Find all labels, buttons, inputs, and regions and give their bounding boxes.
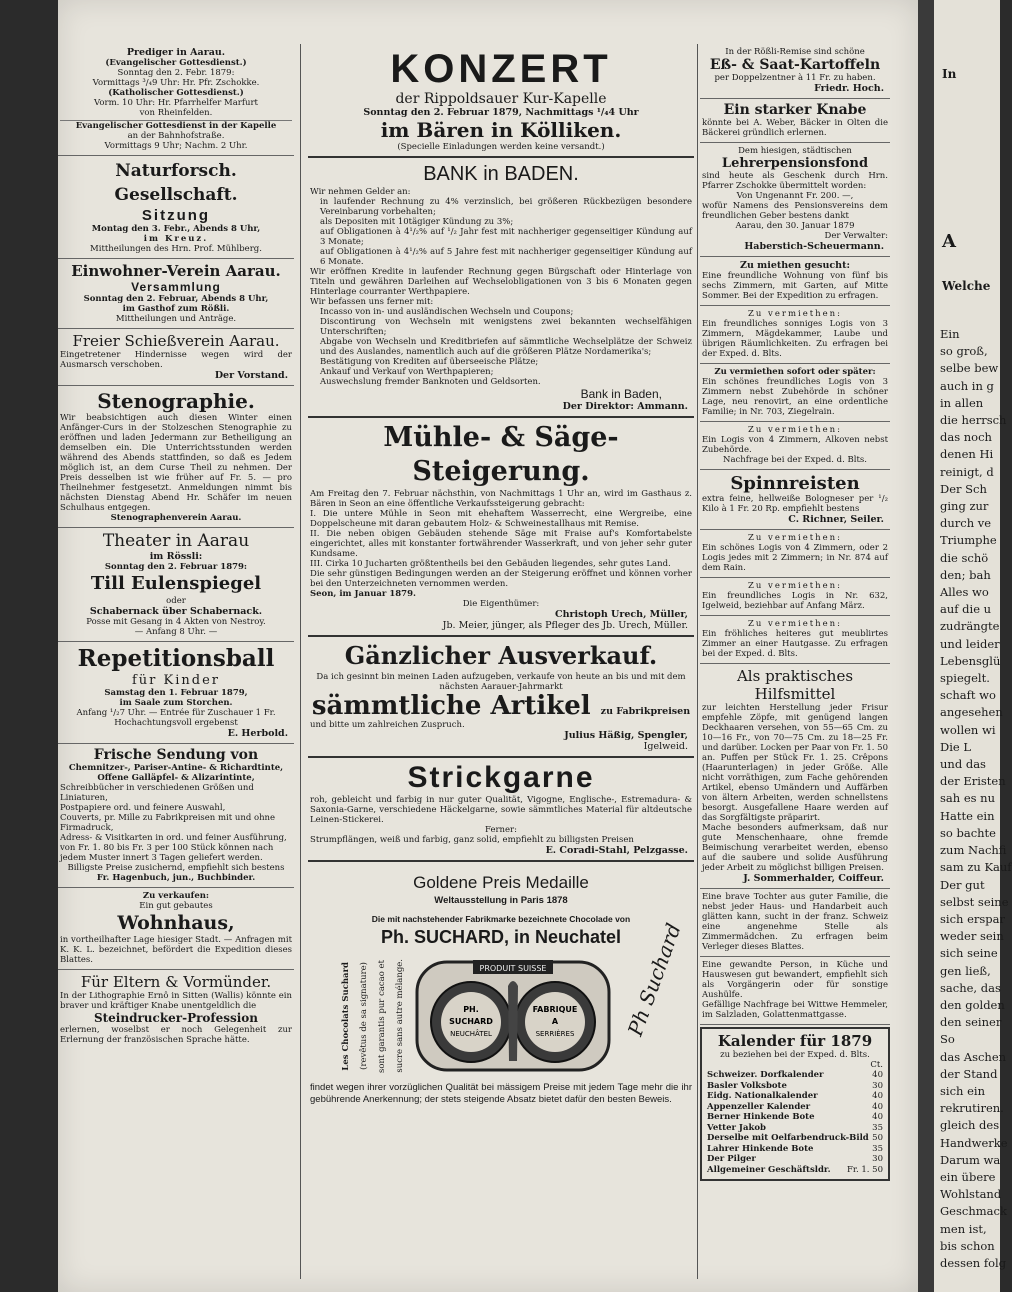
- konzert-title: KONZERT: [390, 47, 612, 91]
- logo-right-1: FABRIQUE: [532, 1005, 578, 1014]
- ad-suchard: [308, 862, 694, 1110]
- right-text-line: selbst seine: [940, 894, 1009, 909]
- right-text-line: Ein: [940, 327, 960, 341]
- ad-vermiethen-6: [700, 616, 890, 664]
- logo-right-2: A: [551, 1017, 559, 1026]
- ad-vermiethen-5: [700, 578, 890, 616]
- prediger-date: Sonntag den 2. Febr. 1879:: [117, 68, 235, 78]
- ball-greet: Hochachtungsvoll ergebenst: [114, 718, 238, 728]
- theater-place: im Rössli:: [149, 551, 203, 562]
- logo-top-text: PRODUIT SUISSE: [479, 964, 547, 973]
- sendung-items: Chemnitzer-, Pariser-Antine- & Richardtinte, Offene Galläpfel- & Alizarintinte,: [68, 763, 284, 783]
- right-text-line: schaft wo: [940, 688, 996, 703]
- konzert-place: im Bären in Kölliken.: [380, 118, 622, 142]
- ausverkauf-text: Da ich gesinnt bin meinen Laden aufzugeben, verkaufe von heute an bis und mit dem nächsten Aarauer-Jahrmarkt: [316, 672, 686, 692]
- lehrer-title: Lehrerpensionsfond: [721, 156, 869, 171]
- suchard-name: Ph. SUCHARD, in Neuchatel: [380, 927, 622, 947]
- bank-line: Incasso von in- und ausländischen Wechseln und Coupons;: [320, 307, 574, 317]
- kalender-price: 40: [872, 1112, 883, 1122]
- right-text-line: das Aschen: [940, 1049, 1007, 1064]
- bank-intro: Wir nehmen Gelder an:: [310, 187, 411, 197]
- schiess-sig: Der Vorstand.: [214, 370, 288, 381]
- kalender-row: [704, 1123, 886, 1134]
- right-text-line: men ist,: [940, 1221, 987, 1236]
- column-left: [58, 44, 294, 1049]
- verm1-title: Zu vermiethen:: [747, 309, 843, 319]
- right-text-line: Der Sch: [940, 481, 987, 496]
- prediger-title: Prediger in Aarau.: [126, 47, 226, 58]
- sendung-schreib: Schreibbücher in verschiedenen Größen und Liniaturen,: [60, 783, 254, 803]
- right-text-line: selbe bew: [940, 361, 999, 376]
- suchard-intro: Die mit nachstehender Fabrikmarke bezeichnete Chocolade von: [371, 914, 631, 924]
- person-text: Eine gewandte Person, in Küche und Hauswesen gut bewandert, empfiehlt sich als Vorgängerin oder für sonstige Aushülfe.: [702, 960, 888, 1000]
- lehrer-amount: Von Ungenannt Fr. 200. —,: [736, 191, 854, 201]
- kalender-row: [704, 1165, 886, 1176]
- ad-einwohner: [58, 259, 294, 329]
- muehle-date: Seon, im Januar 1879.: [310, 589, 416, 599]
- muehle-sig2: Jb. Meier, jünger, als Pfleger des Jb. Urech, Müller.: [442, 620, 688, 631]
- right-frag-2: A: [942, 231, 956, 252]
- wohnhaus-text: in vortheilhafter Lage hiesiger Stadt. — Anfragen mit K. K. L. bezeichnet, befördert die Expedition dieses Blattes.: [60, 935, 292, 965]
- right-text-line: sich erspar: [940, 911, 1006, 926]
- eltern-text: In der Lithographie Ernô in Sitten (Wallis) könnte ein braver und kräftiger Knabe unentgeldlich die: [60, 991, 292, 1011]
- konzert-note: (Specielle Einladungen werden keine versandt.): [397, 142, 605, 152]
- knabe-title: Ein starker Knabe: [723, 102, 867, 118]
- schiess-text: Eingetretener Hindernisse wegen wird der Ausmarsch verschoben.: [60, 350, 292, 370]
- prediger-morning: Vormittags ³/₄9 Uhr: Hr. Pfr. Zschokke.: [92, 78, 260, 88]
- ad-schiessverein: [58, 329, 294, 386]
- ausverkauf-sig2: Igelweid.: [643, 741, 688, 752]
- sendung-sig: Fr. Hagenbuch, jun., Buchbinder.: [96, 873, 256, 883]
- right-text-line: den golden: [940, 997, 1005, 1012]
- right-text-line: der Eristen: [940, 774, 1006, 789]
- strick-text2: Strumpflängen, weiß und farbig, ganz solid, empfiehlt zu billigsten Preisen: [310, 835, 634, 845]
- kalender-row: [704, 1144, 886, 1155]
- eltern-text2: erlernen, woselbst er noch Gelegenheit zur Erlernung der französischen Sprache hätte.: [60, 1025, 292, 1045]
- naturforsch-sub: Sitzung: [141, 207, 211, 224]
- kalender-row: [704, 1102, 886, 1113]
- kalender-sub: zu beziehen bei der Exped. d. Blts.: [720, 1050, 870, 1060]
- verm3-text: Ein Logis von 4 Zimmern, Alkoven nebst Zubehörde.: [702, 435, 888, 455]
- right-text-line: sache, das: [940, 980, 1001, 995]
- prediger-ev: (Evangelischer Gottesdienst.): [105, 58, 247, 68]
- ad-konzert: [308, 44, 694, 158]
- right-text-line: so bachte: [940, 825, 996, 840]
- right-text-line: sam zu Kauf: [940, 860, 1012, 875]
- suchard-side4: sucre sans autre mélange.: [395, 959, 405, 1073]
- ausverkauf-line: [310, 692, 692, 720]
- right-text-line: Geschmack: [940, 1204, 1007, 1219]
- right-text-line: So: [940, 1032, 955, 1047]
- ausverkauf-title: Gänzlicher Ausverkauf.: [344, 641, 658, 670]
- right-text-line: wollen wi: [940, 722, 996, 737]
- theater-info: Posse mit Gesang in 4 Akten von Nestroy.: [86, 617, 266, 627]
- right-text-line: der Stand: [940, 1066, 998, 1081]
- bank-line: Ankauf und Verkauf von Werthpapieren;: [320, 367, 494, 377]
- muehle-item: I. Die untere Mühle in Seon mit ehehaftem Wasserrecht, eine Wergreibe, eine Doppelscheune mit daran gebautem Holz- & Schweinestallhaus mit Remise.: [310, 509, 692, 529]
- kalender-name: Eidg. Nationalkalender: [707, 1091, 818, 1101]
- right-text-line: und leider: [940, 636, 1000, 651]
- right-frag-3: Welche: [942, 279, 991, 293]
- verm5-title: Zu vermiethen:: [747, 581, 843, 591]
- miethen-title: Zu miethen gesucht:: [740, 260, 850, 271]
- ball-sig: E. Herbold.: [227, 728, 288, 739]
- suchard-side3: sont garantis pur cacao et: [377, 959, 387, 1073]
- ad-wohnhaus: [58, 888, 294, 970]
- right-frag-1: In: [942, 67, 957, 81]
- prediger-kapelle: Evangelischer Gottesdienst in der Kapelle: [60, 120, 292, 131]
- ad-muehle: [308, 418, 694, 637]
- right-text-line: bis schon: [940, 1238, 995, 1253]
- right-text-line: Wohlstand: [940, 1187, 1002, 1202]
- bank-line: auf Obligationen à 4¹/₂% auf 5 Jahre fest mit nachheriger gegenseitiger Kündung auf 6 Monate.: [320, 247, 692, 267]
- ad-repetitionsball: [58, 642, 294, 744]
- lehrer-text2: wofür Namens des Pensionsvereins dem freundlichen Geber bestens dankt: [702, 201, 888, 221]
- kalender-price: 30: [872, 1080, 883, 1091]
- lehrer-text: sind heute als Geschenk durch Hrn. Pfarrer Zschokke übermittelt worden:: [702, 171, 888, 191]
- wohnhaus-pre2: Ein gut gebautes: [139, 901, 213, 911]
- right-text-line: Die L: [940, 739, 971, 754]
- right-text-line: sich seine: [940, 946, 998, 961]
- kalender-name: Schweizer. Dorfkalender: [707, 1070, 824, 1080]
- kalender-name: Berner Hinkende Bote: [707, 1112, 815, 1122]
- tochter-text: Eine brave Tochter aus guter Familie, die nebst jeder Haus- und Handarbeit auch glätten kann, sucht in der franz. Schweiz eine angenehme Stelle als Zimmermädchen. Zu erfragen beim Verleger dieses Blattes.: [702, 892, 888, 952]
- kalender-row: [704, 1154, 886, 1165]
- ad-tochter: [700, 889, 890, 957]
- right-text-line: zudrängte: [940, 619, 1000, 634]
- right-text-line: sah es nu: [940, 791, 995, 806]
- kalender-price: 30: [872, 1154, 883, 1164]
- right-text-line: Darum wa: [940, 1152, 1001, 1167]
- ad-bank-baden: [308, 158, 694, 418]
- ball-sub: für Kinder: [131, 673, 220, 688]
- bank-line: Bestätigung von Krediten auf überseeische Plätze;: [320, 357, 539, 367]
- lehrer-pre: Dem hiesigen, städtischen: [738, 146, 852, 156]
- prediger-kapelle-place: an der Bahnhofstraße.: [127, 131, 225, 141]
- kalender-name: Appenzeller Kalender: [707, 1101, 811, 1112]
- einwohner-info: Mittheilungen und Anträge.: [115, 314, 237, 324]
- suchard-sub: Weltausstellung in Paris 1878: [434, 895, 568, 906]
- ausverkauf-tail: zu Fabrikpreisen: [600, 706, 691, 717]
- spinn-title: Spinnreisten: [730, 473, 860, 494]
- kartoffel-title: Eß- & Saat-Kartoffeln: [709, 57, 881, 73]
- muehle-end: Die sehr günstigen Bedingungen werden an der Steigerung eröffnet und können vorher bei den Unterzeichneten vernommen werden.: [310, 569, 692, 589]
- right-text-line: die schö: [940, 550, 989, 565]
- kalender-row: [704, 1070, 886, 1081]
- spinn-sig: C. Richner, Seiler.: [788, 514, 884, 525]
- ad-person: [700, 957, 890, 1025]
- verm4-text: Ein schönes Logis von 4 Zimmern, oder 2 Logis jedes mit 2 Zimmern; in Nr. 874 auf dem Rain.: [702, 543, 888, 573]
- kalender-name: Der Pilger: [707, 1154, 756, 1164]
- bank-line: als Depositen mit 10tägiger Kündung zu 3%;: [320, 217, 514, 227]
- theater-date: Sonntag den 2. Februar 1879:: [104, 562, 248, 572]
- ball-info: Anfang ¹/₂7 Uhr. — Entrée für Zuschauer 1 Fr.: [76, 708, 276, 718]
- right-text-line: das noch: [940, 430, 992, 445]
- right-text-line: reinigt, d: [940, 464, 994, 479]
- right-text-line: auch in g: [940, 378, 994, 393]
- muehle-item: III. Cirka 10 Jucharten größtentheils bei den Gebäuden liegendes, sehr gutes Land.: [310, 559, 671, 569]
- logo-left-3: NEUCHÂTEL: [450, 1030, 492, 1038]
- eltern-title: Für Eltern & Vormünder.: [80, 973, 272, 991]
- kalender-row: [704, 1081, 886, 1092]
- verm6-title: Zu vermiethen:: [747, 619, 843, 629]
- ausverkauf-sig1: Julius Häßig, Spengler,: [564, 730, 688, 741]
- verm5-text: Ein freundliches Logis in Nr. 632, Igelweid, beziehbar auf Anfang März.: [702, 591, 888, 611]
- verm3-title: Zu vermiethen:: [747, 425, 843, 435]
- ad-vermiethen-4: [700, 530, 890, 578]
- verm2-title: Zu vermiethen sofort oder später:: [714, 367, 876, 377]
- right-text-line: Triumphe: [940, 533, 997, 548]
- naturforsch-title: Naturforsch. Gesellschaft.: [114, 161, 238, 205]
- logo-right-3: SERRIÈRES: [535, 1030, 575, 1038]
- ad-vermiethen-2: [700, 364, 890, 422]
- suchard-side2: (revêtus de sa signature): [359, 962, 369, 1070]
- right-text-line: ging zur: [940, 499, 989, 514]
- kalender-name: Vetter Jakob: [707, 1122, 766, 1133]
- lehrer-role: Der Verwalter:: [824, 231, 888, 241]
- suchard-title: Goldene Preis Medaille: [413, 873, 589, 892]
- bank-line: auf Obligationen à 4¹/₂% auf ¹/₂ Jahr fest mit nachheriger gegenseitiger Kündung auf 3 Monate;: [320, 227, 692, 247]
- bank-line: in laufender Rechnung zu 4% verzinslich, bei größeren Rückbezügen besondere Vereinbarung vorbehalten;: [320, 197, 692, 217]
- bank-sig1: Bank in Baden,: [580, 387, 662, 401]
- ausverkauf-text2: und bitte um zahlreichen Zuspruch.: [310, 720, 465, 730]
- ad-kalender: [700, 1027, 890, 1181]
- ad-knabe: [700, 99, 890, 143]
- kalender-price: 35: [872, 1122, 883, 1133]
- theater-play: Till Eulenspiegel: [90, 573, 262, 594]
- naturforsch-info: Mittheilungen des Hrn. Prof. Mühlberg.: [90, 244, 262, 254]
- right-text-lines: [940, 326, 1012, 1272]
- prediger-kapelle-time: Vormittags 9 Uhr; Nachm. 2 Uhr.: [104, 141, 248, 151]
- ad-miethen: [700, 257, 890, 306]
- suchard-side1: Les Chocolats Suchard: [341, 961, 351, 1071]
- suchard-signature: Ph Suchard: [622, 920, 686, 1039]
- right-text-line: weder sein: [940, 929, 1004, 944]
- ad-prediger: [58, 44, 294, 156]
- right-text-line: so groß,: [940, 344, 988, 359]
- kartoffel-pre: In der Rößli-Remise sind schöne: [725, 47, 865, 57]
- prediger-kath-time: Vorm. 10 Uhr: Hr. Pfarrhelfer Marfurt: [94, 98, 258, 108]
- ad-spinnreisten: [700, 470, 890, 530]
- strick-text: roh, gebleicht und farbig in nur guter Qualität, Vigogne, Englische-, Estremadura- & Saxonia-Garne, verschiedene Häckelgarne, sowie sämmtliches Material für altdeutsche Leinen-Stickerei.: [310, 795, 692, 825]
- ad-naturforsch: [58, 156, 294, 259]
- kalender-name: Basler Volksbote: [707, 1080, 787, 1091]
- naturforsch-date: Montag den 3. Febr., Abends 8 Uhr,: [91, 224, 261, 234]
- steno-sig: Stenographenverein Aarau.: [110, 513, 242, 523]
- ausverkauf-big: sämmtliche Artikel: [311, 691, 591, 721]
- sendung-end: Billigste Preise zusichernd, empfiehlt sich bestens: [67, 863, 285, 873]
- right-text-line: ein übere: [940, 1169, 996, 1184]
- right-text-line: denen Hi: [940, 447, 994, 462]
- ad-strickgarne: [308, 758, 694, 862]
- kalender-name: Allgemeiner Geschäftsldr.: [707, 1164, 831, 1175]
- einwohner-date: Sonntag den 2. Februar, Abends 8 Uhr,: [83, 294, 269, 304]
- hilfsmittel-sig: J. Sommerhalder, Coiffeur.: [743, 873, 884, 884]
- ad-vermiethen-1: [700, 306, 890, 364]
- ball-place: im Saale zum Storchen.: [119, 698, 233, 708]
- theater-oder: oder: [166, 596, 186, 606]
- kalender-price: 40: [872, 1070, 883, 1080]
- muehle-text: Am Freitag den 7. Februar nächsthin, von Nachmittags 1 Uhr an, wird im Gasthaus z. Bären in Seon an eine öffentliche Verkaufssteigerung gebracht:: [310, 489, 692, 509]
- verm3-text2: Nachfrage bei der Exped. d. Blts.: [723, 455, 867, 465]
- strick-ferner: Ferner:: [485, 825, 517, 835]
- logo-left-2: SUCHARD: [449, 1017, 493, 1026]
- logo-left-1: PH.: [463, 1005, 479, 1014]
- verm1-text: Ein freundliches sonniges Logis von 3 Zimmern, Mägdekammer, Laube und übrigen Räumlichkeiten. Zu erfragen bei der Exped. d. Blts.: [702, 319, 888, 359]
- hilfsmittel-title: Als praktisches Hilfsmittel: [736, 667, 854, 703]
- kalender-price: Fr. 1. 50: [846, 1164, 883, 1175]
- suchard-text: findet wegen ihrer vorzüglichen Qualität bei mässigem Preise mit jedem Tage mehr die ihr gebührende Anerkennung; der stets steigende Absatz bietet dafür den besten Beweis.: [310, 1082, 692, 1105]
- right-text-line: durch ve: [940, 516, 992, 531]
- bank-line: Discontirung von Wechseln mit wenigstens zwei bekannten wechselfähigen Unterschriften;: [320, 317, 692, 337]
- lehrer-sig: Haberstich-Scheuermann.: [744, 241, 884, 252]
- prediger-kath: (Katholischer Gottesdienst.): [108, 88, 244, 98]
- wohnhaus-pre: Zu verkaufen:: [142, 891, 210, 901]
- right-text-line: den seiner: [940, 1015, 1002, 1030]
- kartoffel-text: per Doppelzentner à 11 Fr. zu haben.: [714, 73, 876, 83]
- right-text-line: angesehen: [940, 705, 1003, 720]
- right-text-line: den; bah: [940, 567, 991, 582]
- kalender-name: Lahrer Hinkende Bote: [707, 1143, 814, 1154]
- ad-vermiethen-3: [700, 422, 890, 470]
- muehle-title: Mühle- & Säge-Steigerung.: [383, 422, 619, 487]
- kalender-title: Kalender für 1879: [717, 1032, 873, 1050]
- sendung-couverts: Couverts, pr. Mille zu Fabrikpreisen mit und ohne Firmadruck,: [60, 813, 276, 833]
- kalender-row: [704, 1091, 886, 1102]
- right-text-line: und das: [940, 757, 986, 772]
- column-right: [700, 44, 890, 1181]
- kalender-row: [704, 1133, 886, 1144]
- kalender-list: [704, 1070, 886, 1175]
- wohnhaus-title: Wohnhaus,: [117, 912, 235, 934]
- kalender-row: [704, 1112, 886, 1123]
- column-rule: [300, 44, 301, 1279]
- kalender-name: Derselbe mit Oelfarbendruck-Bild: [707, 1133, 869, 1143]
- ball-title: Repetitionsball: [77, 645, 275, 672]
- bank-line: Wir eröffnen Kredite in laufender Rechnung gegen Bürgschaft oder Hinterlage von Titeln und gewähren Darleihen auf Wechselobligationen von 3 bis 6 Monaten gegen Hinterlage courranter Werthpapiere.: [310, 267, 692, 297]
- einwohner-sub: Versammlung: [131, 280, 221, 294]
- binding-gutter: [918, 0, 934, 1292]
- prediger-kath-place: von Rheinfelden.: [139, 108, 213, 118]
- verm4-title: Zu vermiethen:: [747, 533, 843, 543]
- column-rule: [697, 44, 698, 1279]
- kartoffel-sig: Friedr. Hoch.: [814, 83, 884, 94]
- schiess-title: Freier Schießverein Aarau.: [72, 332, 280, 350]
- verm6-text: Ein fröhliches heiteres gut meublirtes Zimmer an einer Hautgasse. Zu erfragen bei der Exped. d. Blts.: [702, 629, 888, 659]
- ball-date: Samstag den 1. Februar 1879,: [104, 688, 248, 698]
- bank-line: Auswechslung fremder Banknoten und Geldsorten.: [320, 377, 541, 387]
- bank-line: Wir befassen uns ferner mit:: [310, 297, 434, 307]
- adjacent-page-fragment: [934, 0, 1012, 1292]
- kalender-unit: Ct.: [870, 1060, 883, 1070]
- right-text-line: auf die u: [940, 602, 992, 617]
- verm2-text: Ein schönes freundliches Logis von 3 Zimmern nebst Zubehörde in schöner Lage, neu renovirt, an eine ordentliche Familie; in Nr. 703, Ziegelrain.: [702, 377, 888, 417]
- muehle-sig1: Christoph Urech, Müller,: [555, 609, 688, 620]
- ad-theater: [58, 528, 294, 642]
- ad-hilfsmittel: [700, 664, 890, 889]
- muehle-item: II. Die neben obigen Gebäuden stehende Säge mit Fraise auf's Komfortabelste eingerichtet, alles mit konstanter fortwährender Wasserkraft, und von jeher sehr guter Kundsame.: [310, 529, 692, 559]
- right-text-line: dessen folg: [940, 1255, 1007, 1270]
- suchard-trademark-logo: [413, 956, 613, 1076]
- right-text-line: zum Nachfi: [940, 843, 1007, 858]
- right-text-line: in allen: [940, 395, 984, 410]
- konzert-date: Sonntag den 2. Februar 1879, Nachmittags ¹/₄4 Uhr: [363, 107, 639, 118]
- right-text-line: gen ließ,: [940, 963, 991, 978]
- ad-eltern: [58, 970, 294, 1049]
- bank-sig2: Der Direktor: Ammann.: [562, 401, 688, 412]
- ad-sendung: [58, 744, 294, 888]
- naturforsch-place: im Kreuz.: [143, 234, 209, 244]
- knabe-text: könnte bei A. Weber, Bäcker in Olten die Bäckerei gründlich erlernen.: [702, 118, 888, 138]
- theater-title: Theater in Aarau: [102, 531, 250, 551]
- right-text-line: Lebensglü: [940, 653, 1001, 668]
- ad-stenographie: [58, 386, 294, 528]
- sendung-karten: Adress- & Visitkarten in ord. und feiner Ausführung, von Fr. 1. 80 bis Fr. 3 per 100 Stück können nach jedem Muster innert 3 Tagen geliefert werden.: [60, 833, 287, 863]
- right-text-line: sich ein: [940, 1083, 985, 1098]
- bank-title: BANK in BADEN.: [423, 163, 579, 185]
- right-text-line: die herrsch: [940, 413, 1007, 428]
- right-text-line: gleich des: [940, 1118, 1000, 1133]
- eltern-prof: Steindrucker-Profession: [93, 1011, 259, 1025]
- sendung-title: Frische Sendung von: [93, 747, 259, 763]
- konzert-sub: der Rippoldsauer Kur-Kapelle: [395, 91, 607, 107]
- column-middle: [308, 44, 694, 1110]
- right-text-line: Der gut: [940, 877, 985, 892]
- hilfsmittel-text2: Mache besonders aufmerksam, daß nur gute Menschenhaare, ohne fremde Beimischung verarbeitet werden, ebenso auf die saubere und solide Ausführung jeder Arbeit zu möglichst billigen Preisen.: [702, 823, 888, 873]
- right-text-line: Handwerke: [940, 1135, 1008, 1150]
- ad-lehrerpension: [700, 143, 890, 257]
- miethen-text: Eine freundliche Wohnung von fünf bis sechs Zimmern, mit Garten, auf Mitte Sommer. Bei der Expedition zu erfragen.: [702, 271, 888, 301]
- hilfsmittel-text: zur leichten Herstellung jeder Frisur empfehle Zöpfe, mit genügend langen Deckhaaren versehen, von 55—65 Cm. zu 10—16 Fr., von 70—75 Cm. zu 18—25 Fr. und darüber. Locken per Paar von Fr. 1. 50 an. Puffen per Stück Fr. 1. 25. Crêpons (Haarunterlagen) in jeder Größe. Alle nicht vorräthigen, zum Fache gehörenden Artikel, ebenso Umändern und Auffärben von ältern Arbeiten, werden schnellstens besorgt. Ausgefallene Haare werden auf das Sorgfältigste präparirt.: [702, 703, 888, 823]
- right-text-line: spiegelt.: [940, 671, 990, 686]
- kalender-price: 40: [872, 1091, 883, 1101]
- spinn-text: extra feine, hellweiße Bologneser per ¹/₂ Kilo à 1 Fr. 20 Rp. empfiehlt bestens: [702, 494, 888, 514]
- person-text2: Gefällige Nachfrage bei Wittwe Hemmeler, im Salzladen, Golattenmattgasse.: [702, 1000, 888, 1020]
- einwohner-place: im Gasthof zum Rößli.: [122, 304, 230, 314]
- kalender-price: 35: [872, 1143, 883, 1154]
- kalender-price: 50: [872, 1133, 883, 1143]
- ad-ausverkauf: [308, 637, 694, 758]
- right-text-line: Alles wo: [940, 585, 989, 600]
- lehrer-date: Aarau, den 30. Januar 1879: [735, 221, 855, 231]
- muehle-owner: Die Eigenthümer:: [462, 599, 540, 609]
- bank-line: Abgabe von Wechseln und Kreditbriefen auf sämmtliche Wechselplätze der Schweiz und des Auslandes, namentlich auch auf die größeren Plätze Nordamerika's;: [320, 337, 692, 357]
- einwohner-title: Einwohner-Verein Aarau.: [71, 262, 281, 280]
- strick-sig: E. Coradi-Stahl, Pelzgasse.: [545, 845, 688, 856]
- strick-title: Strickgarne: [407, 761, 595, 794]
- steno-text: Wir beabsichtigen auch diesen Winter einen Anfänger-Curs in der Stolzeschen Stenographie zu eröffnen und laden Jedermann zur Betheiligung an demselben ein. Die Unterrichtsstunden werden während des Abends stattfinden, so daß es Jedem möglich ist, an dem Curse Theil zu nehmen. Der Preis desselben ist wie früher auf Fr. 5. — pro Theilnehmer festgesetzt. Anmeldungen nimmt bis nächsten Dienstag Abend Hr. Schäfer im neuen Schulhaus entgegen.: [60, 413, 292, 513]
- ad-kartoffel: [700, 44, 890, 99]
- theater-time: — Anfang 8 Uhr. —: [134, 627, 218, 637]
- steno-title: Stenographie.: [97, 389, 255, 413]
- right-text-line: rekrutiren.: [940, 1101, 1004, 1116]
- sendung-post: Postpapiere ord. und feinere Auswahl,: [60, 803, 226, 813]
- right-text-line: Hatte ein: [940, 808, 995, 823]
- theater-play2: Schabernack über Schabernack.: [89, 606, 263, 617]
- kalender-price: 40: [872, 1101, 883, 1112]
